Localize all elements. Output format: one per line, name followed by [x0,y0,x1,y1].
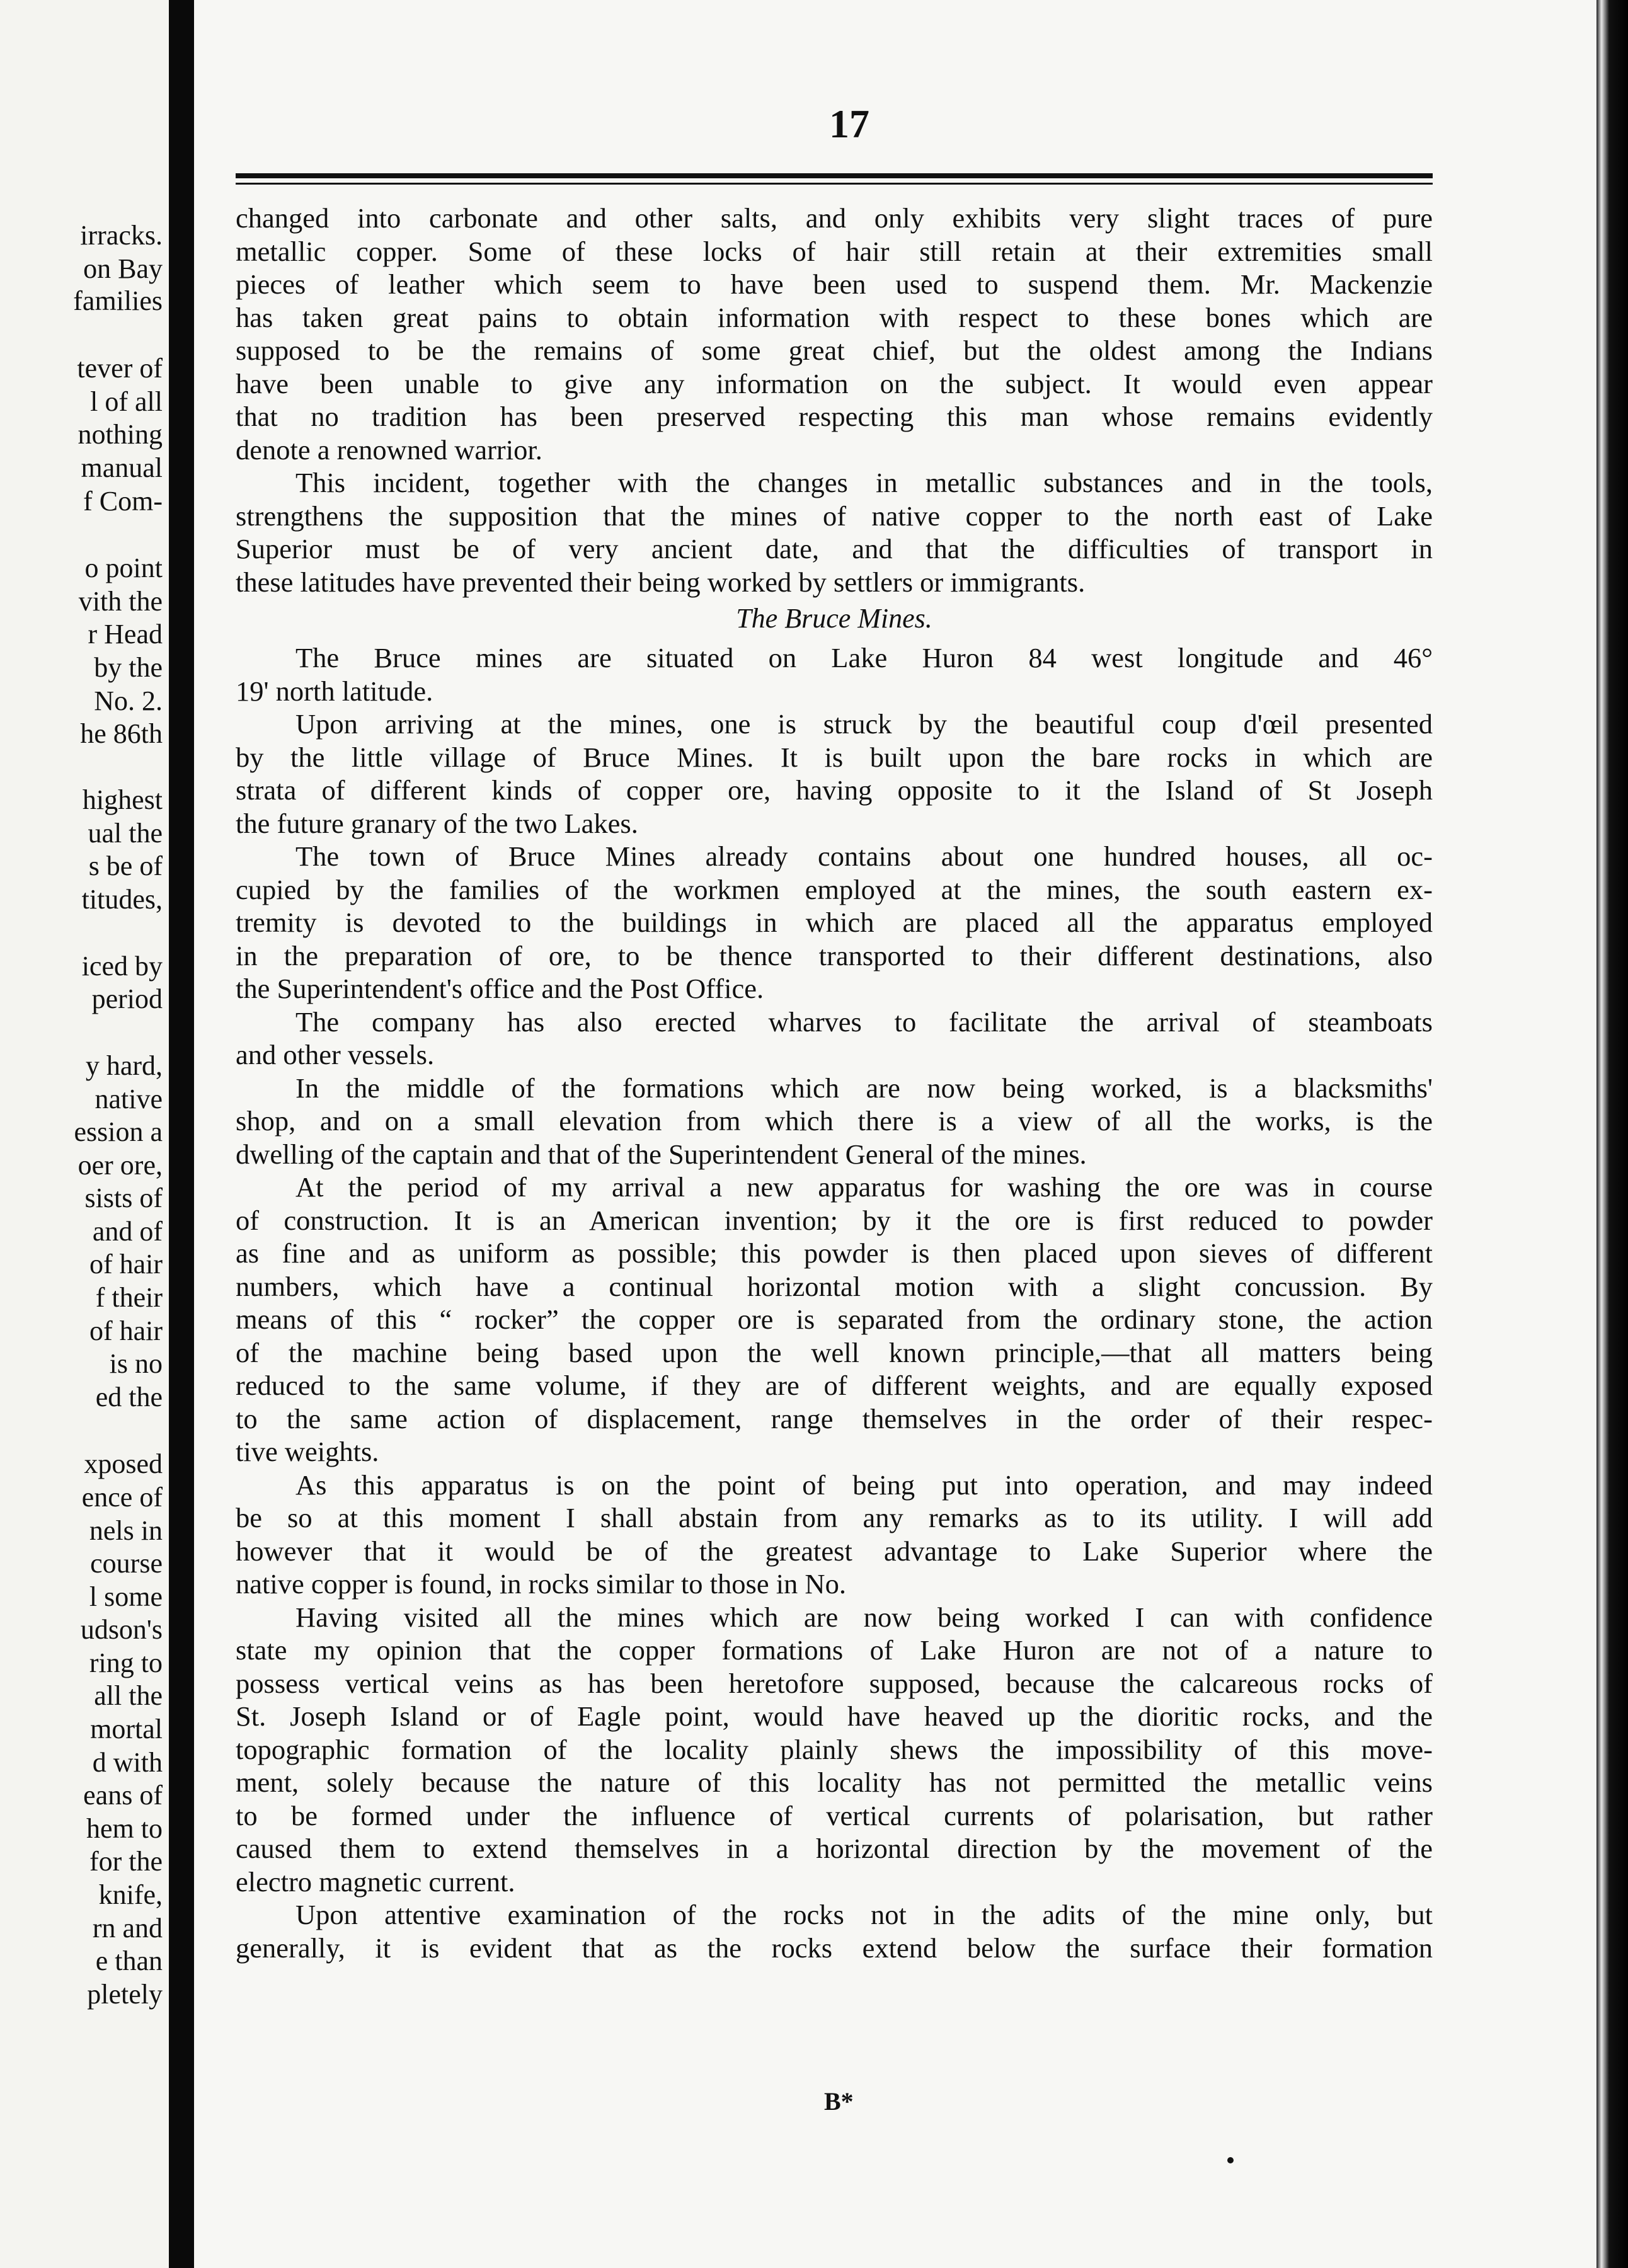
facing-page-line: rn and [92,1913,163,1944]
facing-page-line: titudes, [81,884,163,915]
text-line: of construction. It is an American invention; by it the ore is first reduced to powder [236,1204,1433,1236]
text-line: Superior must be of very ancient date, and that the difficulties of transport in [236,533,1433,564]
facing-page-line: nels in [89,1515,163,1546]
signature-mark: B* [824,2087,854,2116]
text-line: At the period of my arrival a new apparatus for washing the ore was in course [295,1171,1433,1203]
text-line: state my opinion that the copper formations of Lake Huron are not of a nature to [236,1634,1433,1666]
text-line: The town of Bruce Mines already contains about one hundred houses, all oc- [295,840,1433,872]
facing-page-line: families [73,285,163,316]
text-line: the Superintendent's office and the Post Office. [236,973,764,1004]
book-gutter [169,0,194,2268]
facing-page-line: on Bay [83,253,163,284]
facing-page-line: l some [89,1581,163,1612]
text-line: ment, solely because the nature of this locality has not permitted the metallic veins [236,1767,1433,1798]
facing-page-line: d with [92,1747,163,1778]
facing-page-line: r Head [88,619,163,650]
text-line: and other vessels. [236,1039,435,1070]
header-rule-thick [236,173,1433,178]
text-line: Upon attentive examination of the rocks not in the adits of the mine only, but [295,1899,1433,1930]
text-line: In the middle of the formations which are now being worked, is a blacksmiths' [295,1072,1433,1104]
facing-page-line: xposed [84,1448,163,1479]
text-line: topographic formation of the locality plainly shews the impossibility of this move- [236,1733,1433,1765]
facing-page-line: course [90,1548,163,1579]
facing-page-line: he 86th [80,718,163,749]
facing-page-line: by the [94,652,163,683]
text-line: Upon arriving at the mines, one is struck by the beautiful coup d'œil presented [295,708,1433,740]
page-number: 17 [829,101,869,146]
facing-page-line: ession a [74,1116,163,1147]
text-line: St. Joseph Island or of Eagle point, would have heaved up the dioritic rocks, and the [236,1700,1433,1732]
facing-page-line: s be of [88,850,163,881]
text-line: has taken great pains to obtain information with respect to these bones which are [236,301,1433,333]
text-line: as fine and as uniform as possible; this powder is then placed upon sieves of different [236,1237,1433,1269]
facing-page-line: irracks. [80,220,163,251]
text-line: reduced to the same volume, if they are of different weights, and are equally exposed [236,1370,1433,1401]
facing-page-line: f Com- [83,486,163,517]
facing-page-fragment [0,0,169,2268]
page [194,0,1596,2268]
text-line: 19' north latitude. [236,675,433,707]
facing-page-line: knife, [98,1879,163,1910]
facing-page-line: vith the [78,586,163,617]
facing-page-line: o point [84,553,163,583]
facing-page-line: oer ore, [77,1150,163,1181]
facing-page-line: period [91,983,163,1014]
facing-page-line: ual the [88,818,163,849]
facing-page-line: pletely [87,1979,163,2010]
facing-page-line: y hard, [85,1050,163,1081]
facing-page-line: f their [95,1282,163,1313]
text-line: As this apparatus is on the point of being put into operation, and may indeed [295,1469,1433,1501]
ink-speck [1227,2157,1234,2163]
facing-page-line: tever of [77,353,163,384]
text-line: strata of different kinds of copper ore, having opposite to it the Island of St Joseph [236,774,1433,806]
page-edge [1596,0,1628,2268]
text-line: tive weights. [236,1436,379,1467]
header-rule-thin [236,183,1433,185]
text-line: these latitudes have prevented their being worked by settlers or immigrants. [236,566,1086,598]
text-line: means of this “ rocker” the copper ore is separated from the ordinary stone, the action [236,1303,1433,1335]
facing-page-line: of hair [89,1249,163,1280]
facing-page-line: ed the [95,1382,163,1412]
text-line: numbers, which have a continual horizontal motion with a slight concussion. By [236,1270,1433,1302]
facing-page-line: mortal [90,1714,163,1744]
facing-page-line: native [95,1084,163,1114]
body-text [236,202,1433,1964]
text-line: supposed to be the remains of some great chief, but the oldest among the Indians [236,335,1433,366]
text-line: strengthens the supposition that the mines of native copper to the north east of Lake [236,500,1433,532]
text-line: dwelling of the captain and that of the Superintendent General of the mines. [236,1138,1087,1170]
facing-page-line: eans of [83,1780,163,1811]
text-line: possess vertical veins as has been heretofore supposed, because the calcareous rocks of [236,1667,1433,1699]
text-line: The company has also erected wharves to facilitate the arrival of steamboats [295,1005,1433,1038]
text-line: Having visited all the mines which are now being worked I can with confidence [295,1601,1433,1633]
text-line: have been unable to give any information on the subject. It would even appear [236,367,1433,399]
text-line: shop, and on a small elevation from which there is a view of all the works, is the [236,1105,1433,1137]
text-line: This incident, together with the changes in metallic substances and in the tools, [295,467,1433,498]
text-line: changed into carbonate and other salts, and only exhibits very slight traces of pure [236,202,1433,234]
facing-page-line: e than [95,1945,163,1976]
text-line: that no tradition has been preserved respecting this man whose remains evidently [236,401,1433,432]
text-line: tremity is devoted to the buildings in which are placed all the apparatus employed [236,907,1433,938]
text-line: in the preparation of ore, to be thence transported to their different destinations, also [236,939,1433,971]
facing-page-line: for the [89,1846,163,1877]
facing-page-line: highest [82,784,163,815]
facing-page-line: ring to [89,1647,163,1678]
text-line: to be formed under the influence of vertical currents of polarisation, but rather [236,1799,1433,1831]
facing-page-line: iced by [81,951,163,982]
text-line: be so at this moment I shall abstain from any remarks as to its utility. I will add [236,1502,1433,1533]
text-line: of the machine being based upon the well known principle,—that all matters being [236,1336,1433,1368]
text-line: The Bruce mines are situated on Lake Huron 84 west longitude and 46° [295,642,1433,673]
facing-page-line: No. 2. [94,685,163,716]
text-line: cupied by the families of the workmen employed at the mines, the south eastern ex- [236,873,1433,905]
text-line: caused them to extend themselves in a horizontal direction by the movement of the [236,1833,1433,1864]
text-line: metallic copper. Some of these locks of hair still retain at their extremities small [236,235,1433,267]
facing-page-line: manual [81,452,163,483]
text-line: denote a renowned warrior. [236,433,542,466]
facing-page-line: hem to [86,1813,163,1844]
facing-page-line: udson's [80,1614,163,1645]
text-line: however that it would be of the greatest advantage to Lake Superior where the [236,1535,1433,1567]
text-line: by the little village of Bruce Mines. It is built upon the bare rocks in which are [236,741,1433,773]
facing-page-line: is no [109,1348,163,1379]
text-line: generally, it is evident that as the rocks extend below the surface their formation [236,1932,1433,1964]
text-line: electro magnetic current. [236,1865,515,1898]
facing-page-line: all the [94,1680,163,1711]
facing-page-line: l of all [90,386,163,417]
text-line: native copper is found, in rocks similar to those in No. [236,1568,846,1600]
facing-page-line: of hair [89,1315,163,1346]
text-line: to the same action of displacement, range themselves in the order of their respec- [236,1402,1433,1435]
facing-page-line: nothing [77,419,163,450]
text-line: the future granary of the two Lakes. [236,807,638,839]
facing-page-line: sists of [84,1183,163,1213]
facing-page-line: and of [92,1216,163,1247]
section-heading: The Bruce Mines. [736,603,932,634]
text-line: pieces of leather which seem to have been used to suspend them. Mr. Mackenzie [236,268,1433,300]
facing-page-line: ence of [81,1482,163,1513]
